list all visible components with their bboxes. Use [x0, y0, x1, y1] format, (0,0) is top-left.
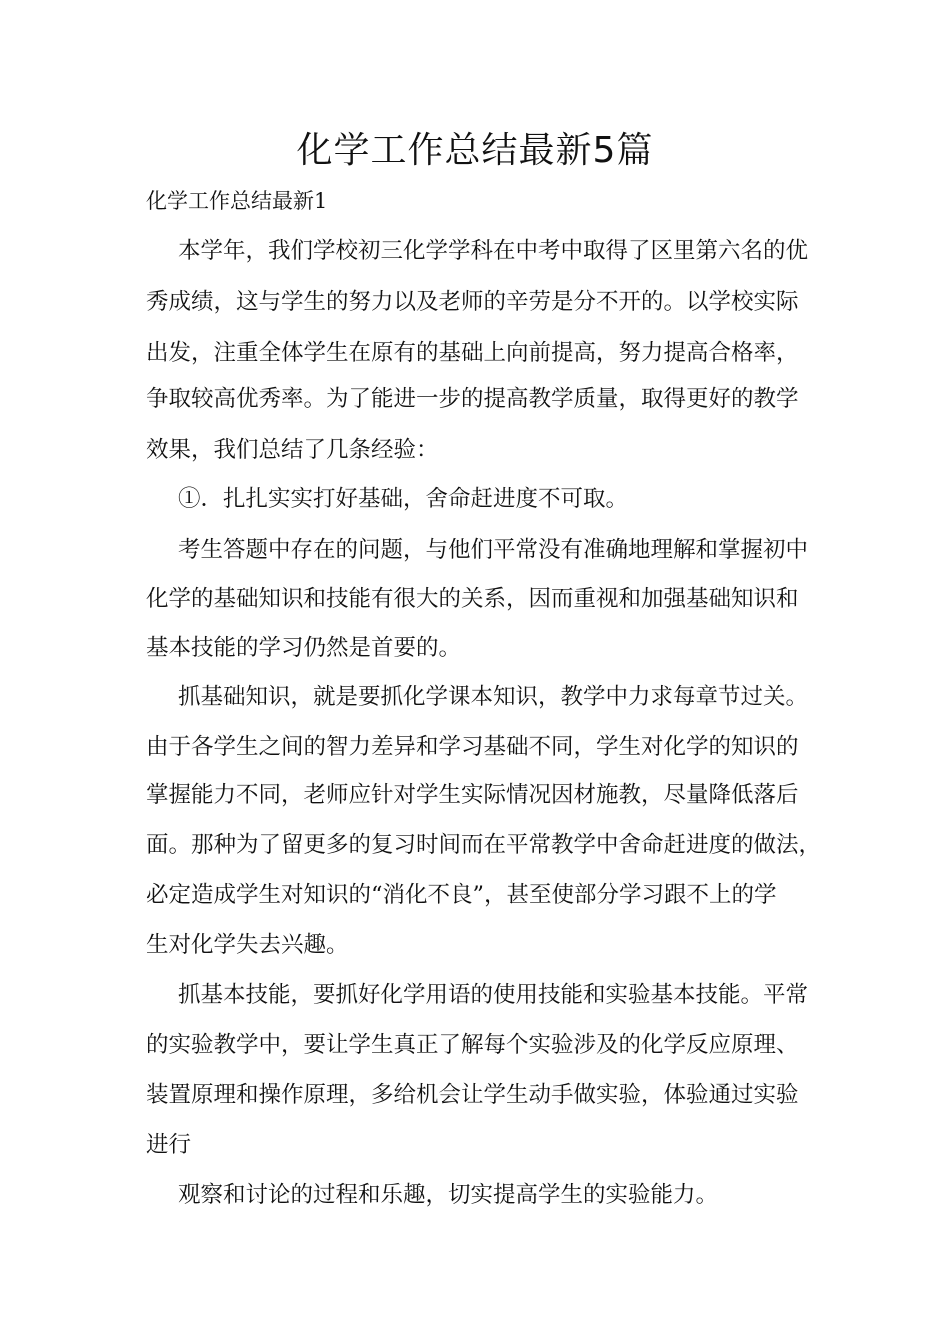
paragraph-line: 争取较高优秀率。为了能进一步的提高教学质量，取得更好的教学 — [146, 386, 799, 412]
numbered-point: ①．扎扎实实打好基础，舍命赶进度不可取。 — [178, 486, 629, 512]
paragraph-line: 由于各学生之间的智力差异和学习基础不同，学生对化学的知识的 — [146, 734, 799, 760]
paragraph-line: 面。那种为了留更多的复习时间而在平常教学中舍命赶进度的做法， — [146, 832, 822, 858]
paragraph-line: 化学的基础知识和技能有很大的关系，因而重视和加强基础知识和 — [146, 586, 799, 612]
paragraph-line: 基本技能的学习仍然是首要的。 — [146, 635, 462, 661]
paragraph-line: 观察和讨论的过程和乐趣，切实提高学生的实验能力。 — [178, 1182, 719, 1208]
paragraph-line: 抓基础知识，就是要抓化学课本知识，教学中力求每章节过关。 — [178, 684, 809, 710]
paragraph-line: 效果，我们总结了几条经验： — [146, 437, 439, 463]
paragraph-line: 的实验教学中，要让学生真正了解每个实验涉及的化学反应原理、 — [146, 1032, 799, 1058]
paragraph-line: 掌握能力不同，老师应针对学生实际情况因材施教，尽量降低落后 — [146, 782, 799, 808]
section-heading: 化学工作总结最新1 — [146, 189, 328, 213]
paragraph-line: 出发，注重全体学生在原有的基础上向前提高，努力提高合格率， — [146, 340, 799, 366]
paragraph-line: 抓基本技能，要抓好化学用语的使用技能和实验基本技能。平常 — [178, 982, 809, 1008]
paragraph-line: 考生答题中存在的问题，与他们平常没有准确地理解和掌握初中 — [178, 537, 809, 563]
document-title: 化学工作总结最新5篇 — [296, 130, 654, 171]
paragraph-line: 装置原理和操作原理，多给机会让学生动手做实验，体验通过实验 — [146, 1082, 799, 1108]
paragraph-line: 进行 — [146, 1132, 192, 1158]
paragraph-line: 必定造成学生对知识的“消化不良”，甚至使部分学习跟不上的学 — [146, 882, 777, 908]
paragraph-line: 秀成绩，这与学生的努力以及老师的辛劳是分不开的。以学校实际 — [146, 289, 799, 315]
paragraph-line: 生对化学失去兴趣。 — [146, 932, 349, 958]
paragraph-line: 本学年，我们学校初三化学学科在中考中取得了区里第六名的优 — [178, 238, 809, 264]
